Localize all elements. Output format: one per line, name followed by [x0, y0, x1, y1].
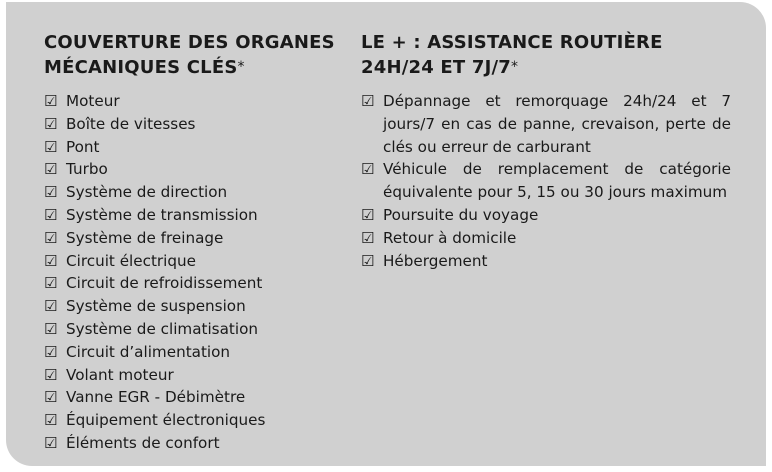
list-item: [361, 227, 731, 250]
list-item: [361, 90, 731, 158]
checkbox-checked-icon: ☑: [44, 251, 58, 270]
title-line-1: COUVERTURE DES ORGANES: [44, 32, 335, 53]
list-item: [44, 386, 354, 409]
list-item: [361, 204, 731, 227]
asterisk: *: [237, 59, 245, 75]
checkbox-checked-icon: ☑: [44, 274, 58, 293]
list-item: [361, 250, 731, 273]
list-item: [44, 204, 354, 227]
list-item-label: Vanne EGR - Débimètre: [66, 388, 246, 407]
list-item: [44, 409, 354, 432]
list-item: [44, 181, 354, 204]
list-item: [44, 250, 354, 273]
coverage-card: [6, 2, 766, 466]
list-item: [44, 364, 354, 387]
list-item: [44, 432, 354, 455]
title-line-1: LE + : ASSISTANCE ROUTIÈRE: [361, 32, 663, 53]
checkbox-checked-icon: ☑: [44, 114, 58, 133]
list-item-label: Équipement électroniques: [66, 411, 266, 430]
list-item: [44, 295, 354, 318]
roadside-assistance-list: [361, 90, 731, 272]
mechanical-coverage-list: [44, 90, 354, 455]
list-item: [44, 136, 354, 159]
mechanical-coverage-title: [44, 30, 354, 80]
list-item: [44, 113, 354, 136]
checkbox-checked-icon: ☑: [361, 205, 375, 224]
checkbox-checked-icon: ☑: [361, 251, 375, 270]
title-line-2: 24H/24 ET 7J/7: [361, 57, 511, 78]
list-item-label: Circuit d’alimentation: [66, 342, 231, 361]
list-item-label: Dépannage et remorquage 24h/24 et 7 jours/7 en cas de panne, crevaison, perte de clés ou erreur de carburant: [383, 92, 731, 156]
list-item: [44, 272, 354, 295]
list-item-label: Volant moteur: [66, 365, 174, 384]
checkbox-checked-icon: ☑: [44, 160, 58, 179]
list-item-label: Moteur: [66, 92, 120, 110]
checkbox-checked-icon: ☑: [44, 137, 58, 156]
checkbox-checked-icon: ☑: [44, 228, 58, 247]
list-item-label: Système de direction: [66, 183, 228, 202]
list-item: [44, 227, 354, 250]
roadside-assistance-column: [361, 30, 731, 272]
list-item-label: Système de freinage: [66, 228, 224, 247]
roadside-assistance-title: [361, 30, 731, 80]
checkbox-checked-icon: ☑: [44, 183, 58, 202]
list-item-label: Hébergement: [383, 251, 488, 270]
list-item: [44, 318, 354, 341]
list-item: [44, 158, 354, 181]
list-item-label: Poursuite du voyage: [383, 205, 539, 224]
checkbox-checked-icon: ☑: [44, 205, 58, 224]
checkbox-checked-icon: ☑: [44, 411, 58, 430]
list-item: [44, 90, 354, 113]
list-item-label: Système de suspension: [66, 297, 246, 316]
checkbox-checked-icon: ☑: [361, 160, 375, 179]
list-item-label: Pont: [66, 137, 100, 156]
list-item: [361, 158, 731, 204]
list-item-label: Turbo: [66, 160, 108, 179]
list-item-label: Système de transmission: [66, 205, 258, 224]
asterisk: *: [510, 59, 519, 75]
checkbox-checked-icon: ☑: [44, 342, 58, 361]
title-line-2: MÉCANIQUES CLÉS: [44, 57, 238, 78]
list-item-label: Véhicule de remplacement de catégorie équivalente pour 5, 15 ou 30 jours maximum: [383, 160, 731, 202]
list-item-label: Éléments de confort: [66, 433, 220, 452]
checkbox-checked-icon: ☑: [44, 92, 58, 110]
checkbox-checked-icon: ☑: [44, 365, 58, 384]
checkbox-checked-icon: ☑: [361, 92, 375, 110]
checkbox-checked-icon: ☑: [44, 319, 58, 338]
list-item-label: Boîte de vitesses: [66, 114, 196, 133]
list-item-label: Circuit électrique: [66, 251, 196, 270]
list-item-label: Circuit de refroidissement: [66, 274, 263, 293]
list-item: [44, 341, 354, 364]
checkbox-checked-icon: ☑: [361, 228, 375, 247]
checkbox-checked-icon: ☑: [44, 297, 58, 316]
list-item-label: Retour à domicile: [383, 228, 517, 247]
mechanical-coverage-column: [44, 30, 354, 455]
checkbox-checked-icon: ☑: [44, 433, 58, 452]
checkbox-checked-icon: ☑: [44, 388, 58, 407]
list-item-label: Système de climatisation: [66, 319, 258, 338]
